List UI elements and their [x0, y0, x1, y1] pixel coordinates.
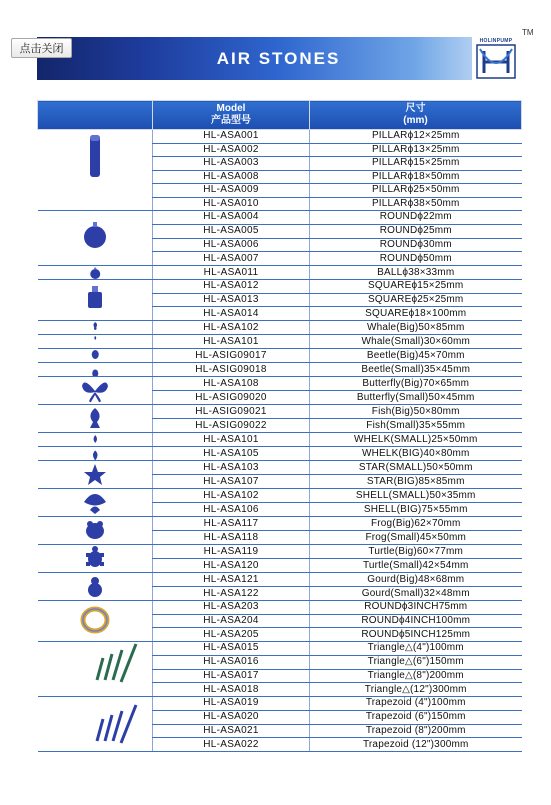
- table-row: [38, 642, 522, 656]
- size-cell: PILLARϕ12×25mm: [310, 130, 522, 144]
- table-row: [38, 211, 522, 225]
- size-cell: Triangle△(6")150mm: [310, 655, 522, 669]
- size-cell: SQUAREϕ18×100mm: [310, 307, 522, 321]
- model-cell: HL-ASA008: [153, 170, 310, 184]
- size-cell: Beetle(Big)45×70mm: [310, 349, 522, 363]
- size-cell: ROUNDϕ50mm: [310, 252, 522, 266]
- model-cell: HL-ASA103: [153, 461, 310, 475]
- model-cell: HL-ASIG09020: [153, 391, 310, 405]
- size-cell: Fish(Small)35×55mm: [310, 419, 522, 433]
- pillar-stone-icon: [38, 130, 153, 210]
- size-cell: Frog(Big)62×70mm: [310, 517, 522, 531]
- square-stone-icon: [38, 280, 153, 320]
- whelk-small-stone-icon: [38, 433, 153, 446]
- table-row: [38, 321, 522, 335]
- trapezoid-bar-stone-icon: [38, 697, 153, 751]
- product-image-cell: [38, 363, 153, 377]
- size-cell: ROUNDϕ25mm: [310, 224, 522, 238]
- size-cell: Butterfly(Big)70×65mm: [310, 377, 522, 391]
- header-size-zh: 尺寸: [405, 103, 426, 114]
- size-cell: BALLϕ38×33mm: [310, 266, 522, 280]
- beetle-stone-icon: [38, 349, 153, 362]
- size-cell: Trapezoid (8")200mm: [310, 724, 522, 738]
- product-image-cell: [38, 545, 153, 573]
- size-cell: ROUNDϕ4INCH100mm: [310, 614, 522, 628]
- whelk-big-stone-icon: [38, 447, 153, 460]
- table-row: [38, 405, 522, 419]
- model-cell: HL-ASA118: [153, 531, 310, 545]
- ball-stone-icon: [38, 266, 153, 279]
- size-cell: Gourd(Small)32×48mm: [310, 587, 522, 601]
- model-cell: HL-ASA021: [153, 724, 310, 738]
- size-cell: PILLARϕ38×50mm: [310, 197, 522, 211]
- size-cell: Turtle(Small)42×54mm: [310, 559, 522, 573]
- model-cell: HL-ASA101: [153, 433, 310, 447]
- product-image-cell: [38, 433, 153, 447]
- model-cell: HL-ASA003: [153, 157, 310, 171]
- turtle-stone-icon: [38, 545, 153, 572]
- size-cell: ROUNDϕ22mm: [310, 211, 522, 225]
- product-image-cell: [38, 211, 153, 266]
- table-row: [38, 545, 522, 559]
- size-cell: STAR(SMALL)50×50mm: [310, 461, 522, 475]
- model-cell: HL-ASA107: [153, 475, 310, 489]
- size-cell: PILLARϕ13×25mm: [310, 143, 522, 157]
- product-image-cell: [38, 266, 153, 280]
- size-cell: Turtle(Big)60×77mm: [310, 545, 522, 559]
- product-image-cell: [38, 697, 153, 752]
- product-image-cell: [38, 321, 153, 335]
- model-cell: HL-ASA017: [153, 669, 310, 683]
- page-banner: [37, 37, 520, 80]
- product-image-cell: [38, 461, 153, 489]
- model-cell: HL-ASA108: [153, 377, 310, 391]
- star-stone-icon: [38, 461, 153, 488]
- model-cell: HL-ASA106: [153, 503, 310, 517]
- header-model-en: Model: [216, 103, 246, 114]
- table-row: [38, 461, 522, 475]
- size-cell: SQUAREϕ15×25mm: [310, 280, 522, 294]
- model-cell: HL-ASA012: [153, 280, 310, 294]
- size-cell: Fish(Big)50×80mm: [310, 405, 522, 419]
- product-image-cell: [38, 601, 153, 642]
- size-cell: Whale(Big)50×85mm: [310, 321, 522, 335]
- size-cell: ROUNDϕ30mm: [310, 238, 522, 252]
- model-cell: HL-ASA121: [153, 573, 310, 587]
- model-cell: HL-ASA122: [153, 587, 310, 601]
- model-cell: HL-ASA117: [153, 517, 310, 531]
- size-cell: Triangle△(12")300mm: [310, 683, 522, 697]
- model-cell: HL-ASIG09021: [153, 405, 310, 419]
- size-cell: Trapezoid (4")100mm: [310, 697, 522, 711]
- page-title: AIR STONES: [216, 49, 341, 68]
- size-cell: Butterfly(Small)50×45mm: [310, 391, 522, 405]
- model-cell: HL-ASIG09022: [153, 419, 310, 433]
- header-size: [310, 101, 522, 130]
- table-row: [38, 697, 522, 711]
- model-cell: HL-ASA006: [153, 238, 310, 252]
- model-cell: HL-ASA102: [153, 321, 310, 335]
- ring-stone-icon: [38, 601, 153, 641]
- table-row: [38, 335, 522, 349]
- model-cell: HL-ASA018: [153, 683, 310, 697]
- model-cell: HL-ASA005: [153, 224, 310, 238]
- table-row: [38, 573, 522, 587]
- model-cell: HL-ASA205: [153, 628, 310, 642]
- model-cell: HL-ASA101: [153, 335, 310, 349]
- table-row: [38, 280, 522, 294]
- model-cell: HL-ASA020: [153, 710, 310, 724]
- model-cell: HL-ASA001: [153, 130, 310, 144]
- size-cell: WHELK(SMALL)25×50mm: [310, 433, 522, 447]
- size-cell: Beetle(Small)35×45mm: [310, 363, 522, 377]
- product-image-cell: [38, 517, 153, 545]
- round-stone-icon: [38, 211, 153, 265]
- model-cell: HL-ASA120: [153, 559, 310, 573]
- model-cell: HL-ASA022: [153, 738, 310, 752]
- product-table: [37, 100, 522, 752]
- size-cell: Trapezoid (6")150mm: [310, 710, 522, 724]
- table-row: [38, 489, 522, 503]
- size-cell: ROUNDϕ3INCH75mm: [310, 601, 522, 615]
- model-cell: HL-ASA013: [153, 293, 310, 307]
- model-cell: HL-ASIG09017: [153, 349, 310, 363]
- product-image-cell: [38, 489, 153, 517]
- fish-stone-icon: [38, 405, 153, 432]
- trademark-mark: TM: [522, 28, 534, 37]
- size-cell: Triangle△(8")200mm: [310, 669, 522, 683]
- model-cell: HL-ASA011: [153, 266, 310, 280]
- size-cell: PILLARϕ25×50mm: [310, 184, 522, 198]
- whale-small-stone-icon: [38, 335, 153, 348]
- product-image-cell: [38, 405, 153, 433]
- size-cell: Gourd(Big)48×68mm: [310, 573, 522, 587]
- product-image-cell: [38, 130, 153, 211]
- model-cell: HL-ASA004: [153, 211, 310, 225]
- model-cell: HL-ASA007: [153, 252, 310, 266]
- table-row: [38, 363, 522, 377]
- table-row: [38, 601, 522, 615]
- model-cell: HL-ASA119: [153, 545, 310, 559]
- brand-logo-text: HOLINPUMP: [479, 38, 513, 44]
- product-image-cell: [38, 280, 153, 321]
- table-row: [38, 130, 522, 144]
- triangle-bar-stone-icon: [38, 642, 153, 696]
- header-size-unit: (mm): [403, 115, 428, 126]
- size-cell: Frog(Small)45×50mm: [310, 531, 522, 545]
- model-cell: HL-ASA019: [153, 697, 310, 711]
- table-row: [38, 447, 522, 461]
- size-cell: Whale(Small)30×60mm: [310, 335, 522, 349]
- product-image-cell: [38, 447, 153, 461]
- header-image: [38, 101, 153, 130]
- product-image-cell: [38, 335, 153, 349]
- product-image-cell: [38, 377, 153, 405]
- size-cell: SHELL(BIG)75×55mm: [310, 503, 522, 517]
- size-cell: Trapezoid (12")300mm: [310, 738, 522, 752]
- table-row: [38, 266, 522, 280]
- size-cell: SQUAREϕ25×25mm: [310, 293, 522, 307]
- model-cell: HL-ASA105: [153, 447, 310, 461]
- product-image-cell: [38, 573, 153, 601]
- frog-stone-icon: [38, 517, 153, 544]
- table-row: [38, 377, 522, 391]
- size-cell: PILLARϕ15×25mm: [310, 157, 522, 171]
- model-cell: HL-ASA009: [153, 184, 310, 198]
- model-cell: HL-ASA014: [153, 307, 310, 321]
- model-cell: HL-ASA102: [153, 489, 310, 503]
- shell-stone-icon: [38, 489, 153, 516]
- butterfly-stone-icon: [38, 377, 153, 404]
- brand-logo: [472, 37, 520, 80]
- table-row: [38, 349, 522, 363]
- product-image-cell: [38, 349, 153, 363]
- model-cell: HL-ASA203: [153, 601, 310, 615]
- model-cell: HL-ASA002: [153, 143, 310, 157]
- beetle-small-stone-icon: [38, 363, 153, 376]
- size-cell: SHELL(SMALL)50×35mm: [310, 489, 522, 503]
- model-cell: HL-ASA010: [153, 197, 310, 211]
- product-image-cell: [38, 642, 153, 697]
- table-header-row: [38, 101, 522, 130]
- table-row: [38, 433, 522, 447]
- header-model-zh: 产品型号: [211, 115, 251, 126]
- model-cell: HL-ASA016: [153, 655, 310, 669]
- whale-stone-icon: [38, 321, 153, 334]
- logo-icon: [472, 37, 520, 80]
- table-row: [38, 517, 522, 531]
- model-cell: HL-ASA204: [153, 614, 310, 628]
- model-cell: HL-ASIG09018: [153, 363, 310, 377]
- header-model: [153, 101, 310, 130]
- product-table-wrapper: [37, 100, 521, 752]
- size-cell: ROUNDϕ5INCH125mm: [310, 628, 522, 642]
- gourd-stone-icon: [38, 573, 153, 600]
- size-cell: Triangle△(4")100mm: [310, 642, 522, 656]
- size-cell: WHELK(BIG)40×80mm: [310, 447, 522, 461]
- model-cell: HL-ASA015: [153, 642, 310, 656]
- size-cell: STAR(BIG)85×85mm: [310, 475, 522, 489]
- close-button[interactable]: 点击关闭: [11, 38, 72, 58]
- size-cell: PILLARϕ18×50mm: [310, 170, 522, 184]
